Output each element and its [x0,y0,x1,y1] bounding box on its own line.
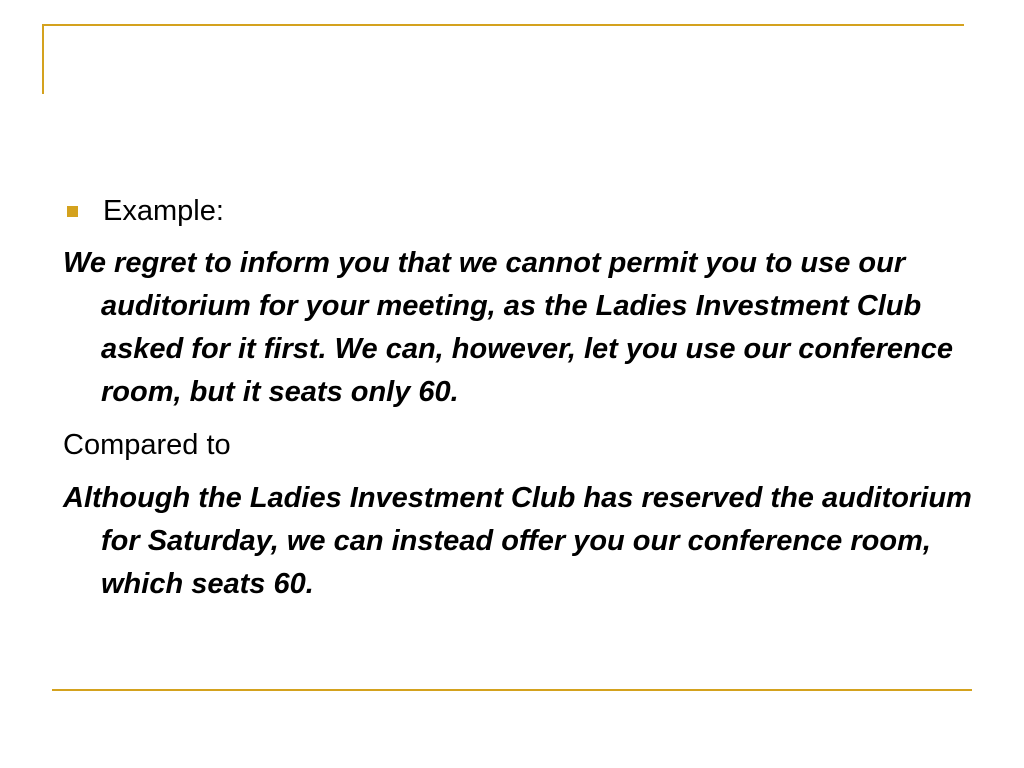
bullet-item [63,190,973,232]
left-accent-rule [42,24,44,94]
example-paragraph-original: We regret to inform you that we cannot permit you to use our auditorium for your meeting, as the Ladies Investment Club asked for it first. We can, however, let you use our conference room, but it seats only 60. [63,247,954,408]
example-paragraph-revised: Although the Ladies Investment Club has reserved the auditorium for Saturday, we can instead offer you our conference room, which seats 60. [63,482,972,600]
slide-body [63,190,973,606]
bullet-label: Example: [103,195,224,227]
top-accent-rule [42,24,964,26]
bottom-accent-rule [52,689,972,691]
comparison-label: Compared to [63,429,231,461]
square-bullet-icon [67,206,78,217]
